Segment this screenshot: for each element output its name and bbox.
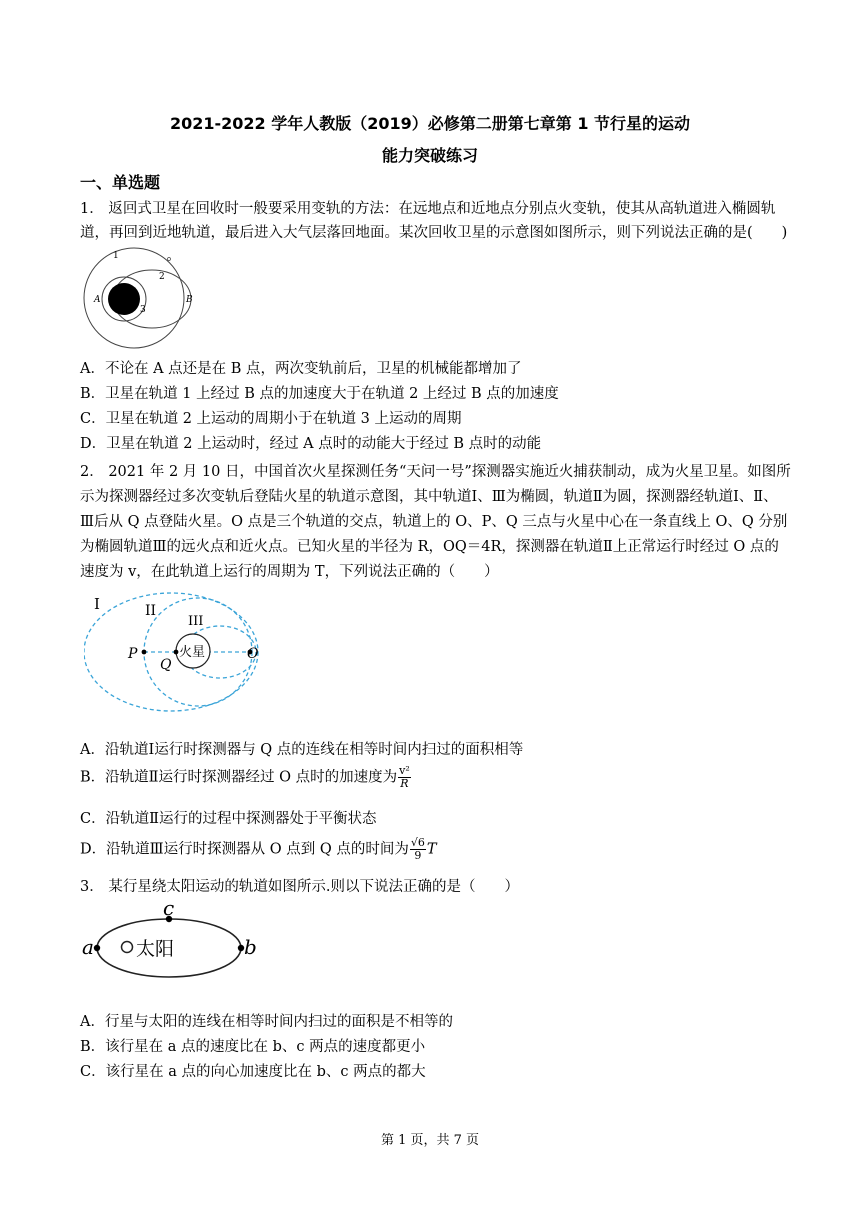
q2-option-d-tail: T bbox=[426, 841, 437, 858]
q2-stem-line5: 速度为 v，在此轨道上运行的周期为 T，下列说法正确的（ ） bbox=[80, 564, 499, 580]
q1-stem-line2: 道，再回到近地轨道，最后进入大气层落回地面。某次回收卫星的示意图如图所示，则下列说法正确的是( ) bbox=[80, 225, 788, 241]
label-b: b bbox=[244, 935, 257, 959]
q2-option-b-fraction bbox=[398, 765, 411, 790]
q2-stem-line3: Ⅲ后从 Q 点登陆火星。O 点是三个轨道的交点，轨道上的 O、P、Q 三点与火星中心在一条直线上 O、Q 分别 bbox=[80, 514, 788, 530]
fraction-numerator: √6 bbox=[410, 836, 425, 849]
q2-stem-line2: 示为探测器经过多次变轨后登陆火星的轨道示意图，其中轨道Ⅰ、Ⅲ为椭圆，轨道Ⅱ为圆，探测器经轨道Ⅰ、Ⅱ、 bbox=[80, 489, 778, 505]
earth bbox=[108, 283, 140, 315]
q2-option-b bbox=[80, 765, 412, 790]
q3-option-c: C．该行星在 a 点的向心加速度比在 b、c 两点的都大 bbox=[80, 1064, 426, 1080]
label-a: a bbox=[82, 935, 94, 959]
q1-option-d: D．卫星在轨道 2 上运动时，经过 A 点时的动能大于经过 B 点时的动能 bbox=[80, 436, 542, 452]
label-q: Q bbox=[160, 657, 172, 673]
label-b: B bbox=[186, 295, 193, 305]
section-heading: 一、单选题 bbox=[80, 173, 161, 192]
fraction-denominator: R bbox=[400, 777, 409, 790]
q3-option-b: B．该行星在 a 点的速度比在 b、c 两点的速度都更小 bbox=[80, 1039, 426, 1055]
label-sun: 太阳 bbox=[136, 938, 175, 960]
label-mars: 火星 bbox=[179, 645, 206, 660]
page-footer: 第 1 页，共 7 页 bbox=[380, 1133, 480, 1148]
document-title: 2021-2022 学年人教版（2019）必修第二册第七章第 1 节行星的运动 bbox=[169, 114, 691, 133]
q1-option-c: C．卫星在轨道 2 上运动的周期小于在轨道 3 上运动的周期 bbox=[80, 411, 462, 427]
label-orbit-iii: III bbox=[188, 614, 204, 629]
label-2: 2 bbox=[159, 272, 165, 282]
q2-option-d-text: D．沿轨道Ⅲ运行时探测器从 O 点到 Q 点的时间为 bbox=[80, 841, 409, 858]
q2-option-d bbox=[80, 837, 437, 862]
q2-option-a: A．沿轨道Ⅰ运行时探测器与 Q 点的连线在相等时间内扫过的面积相等 bbox=[80, 742, 524, 758]
label-o: O bbox=[247, 646, 259, 662]
label-orbit-ii: II bbox=[145, 603, 157, 619]
q3-option-a: A．行星与太阳的连线在相等时间内扫过的面积是不相等的 bbox=[80, 1014, 453, 1030]
q1-stem-line1: 1． 返回式卫星在回收时一般要采用变轨的方法：在远地点和近地点分别点火变轨，使其从高轨道进入椭圆轨 bbox=[80, 201, 776, 217]
fraction-denominator: 9 bbox=[414, 849, 422, 862]
q1-orbit-figure bbox=[82, 246, 204, 349]
q2-option-b-text: B．沿轨道Ⅱ运行时探测器经过 O 点时的加速度为 bbox=[80, 769, 398, 786]
q2-option-d-fraction bbox=[410, 837, 426, 862]
q2-stem-line4: 为椭圆轨道Ⅲ的远火点和近火点。已知火星的半径为 R，OQ＝4R，探测器在轨道Ⅱ上正常运行时经过 O 点的 bbox=[80, 539, 779, 555]
q2-mars-orbit-figure bbox=[84, 590, 270, 714]
q2-option-c: C．沿轨道Ⅱ运行的过程中探测器处于平衡状态 bbox=[80, 811, 377, 827]
sun bbox=[122, 942, 133, 953]
q1-option-a: A．不论在 A 点还是在 B 点，两次变轨前后，卫星的机械能都增加了 bbox=[80, 361, 522, 377]
q1-option-b: B．卫星在轨道 1 上经过 B 点的加速度大于在轨道 2 上经过 B 点的加速度 bbox=[80, 386, 559, 402]
document-subtitle: 能力突破练习 bbox=[381, 146, 478, 165]
label-orbit-i: I bbox=[94, 595, 100, 613]
q3-orbit-figure bbox=[82, 900, 258, 978]
fraction-numerator: v² bbox=[399, 764, 410, 777]
q3-stem-line1: 3． 某行星绕太阳运动的轨道如图所示.则以下说法正确的是（ ） bbox=[80, 879, 519, 895]
q2-stem-line1: 2． 2021 年 2 月 10 日，中国首次火星探测任务“天问一号”探测器实施近火捕获制动，成为火星卫星。如图所 bbox=[80, 464, 791, 480]
label-a: A bbox=[94, 295, 101, 305]
label-3: 3 bbox=[140, 305, 146, 315]
label-p: P bbox=[128, 646, 138, 662]
label-c: c bbox=[163, 900, 175, 920]
label-1: 1 bbox=[113, 251, 119, 261]
